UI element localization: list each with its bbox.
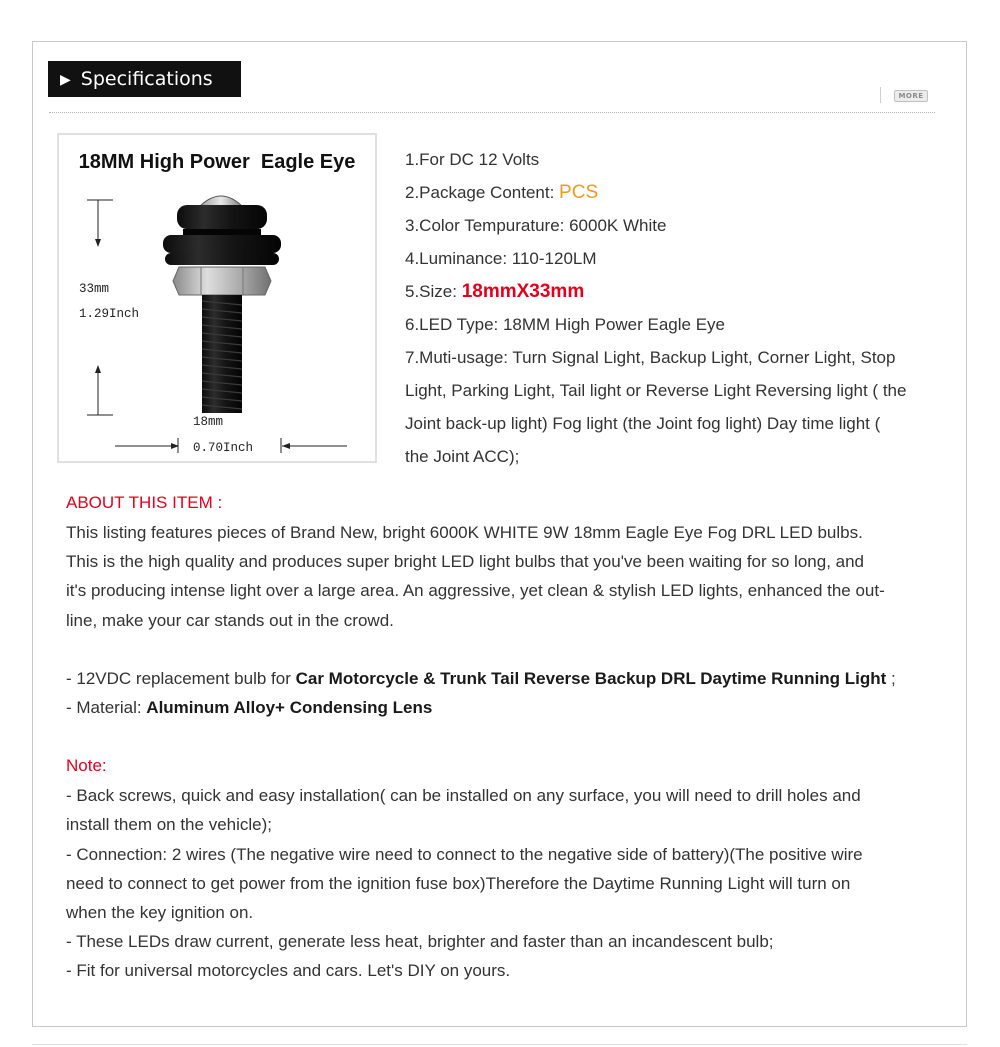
spec-package	[405, 176, 965, 209]
bottom-divider	[32, 1044, 967, 1045]
spec-led-type: 6.LED Type: 18MM High Power Eagle Eye	[405, 315, 726, 334]
specs-list	[405, 143, 965, 473]
eagle-eye-bolt	[163, 196, 281, 413]
about-section	[66, 488, 946, 986]
height-inch-label: 1.29Inch	[79, 307, 140, 321]
spec-package-value: PCS	[559, 182, 599, 203]
about-paragraph-line: it's producing intense light over a large area. An aggressive, yet clean & stylish LED lights, enhanced the out-	[66, 581, 885, 601]
width-mm-label: 18mm	[193, 415, 224, 429]
more-divider	[880, 87, 881, 103]
section-title: Specifications	[80, 68, 213, 90]
bullet-usage-suffix: ;	[886, 668, 896, 688]
about-paragraph-line: This listing features pieces of Brand New, bright 6000K WHITE 9W 18mm Eagle Eye Fog DRL LED bulbs.	[66, 523, 863, 542]
spacer	[66, 722, 946, 751]
note-heading: Note:	[66, 756, 107, 776]
bolt-diagram	[59, 135, 375, 461]
spec-luminance: 4.Luminance: 110-120LM	[405, 249, 597, 268]
about-paragraph-line: line, make your car stands out in the crowd.	[66, 610, 394, 630]
spacer	[66, 635, 946, 664]
note-line: - Fit for universal motorcycles and cars. Let's DIY on yours.	[66, 961, 511, 981]
spec-usage-line: the Joint ACC);	[405, 447, 520, 466]
about-heading: ABOUT THIS ITEM :	[66, 493, 223, 512]
spec-voltage: 1.For DC 12 Volts	[405, 150, 540, 169]
more-button[interactable]: MORE	[894, 90, 928, 102]
spec-package-label: 2.Package Content:	[405, 183, 560, 202]
bullet-material-bold: Aluminum Alloy+ Condensing Lens	[146, 698, 433, 718]
note-line: when the key ignition on.	[66, 903, 254, 923]
note-line: - These LEDs draw current, generate less heat, brighter and faster than an incandescent bulb;	[66, 932, 774, 952]
note-line: - Connection: 2 wires (The negative wire need to connect to the negative side of battery)(The positive wire	[66, 844, 863, 864]
note-line: need to connect to get power from the ignition fuse box)Therefore the Daytime Running Light will turn on	[66, 873, 851, 893]
spec-usage-line: 7.Muti-usage: Turn Signal Light, Backup Light, Corner Light, Stop	[405, 348, 896, 367]
about-bullet-material	[66, 693, 946, 722]
spec-size	[405, 275, 965, 308]
product-figure	[57, 133, 377, 463]
specifications-panel	[32, 41, 967, 1027]
about-paragraph-line: This is the high quality and produces super bright LED light bulbs that you've been waiting for so long, and	[66, 552, 865, 572]
bullet-usage-prefix: - 12VDC replacement bulb for	[66, 668, 296, 688]
header-divider	[49, 112, 935, 113]
width-inch-label: 0.70Inch	[193, 441, 254, 455]
height-mm-label: 33mm	[79, 282, 110, 296]
spec-usage-line: Light, Parking Light, Tail light or Reverse Light Reversing light ( the	[405, 381, 907, 400]
bullet-material-prefix: - Material:	[66, 698, 147, 718]
bullet-usage-bold: Car Motorcycle & Trunk Tail Reverse Backup DRL Daytime Running Light	[295, 668, 887, 688]
spec-usage-line: Joint back-up light) Fog light (the Joint fog light) Day time light (	[405, 414, 881, 433]
spec-color-temperature: 3.Color Tempurature: 6000K White	[405, 216, 667, 235]
about-bullet-usage	[66, 664, 946, 693]
section-header	[48, 61, 241, 97]
spec-size-value: 18mmX33mm	[461, 281, 585, 302]
note-line: - Back screws, quick and easy installation( can be installed on any surface, you will need to drill holes and	[66, 786, 861, 806]
note-line: install them on the vehicle);	[66, 815, 272, 835]
spec-size-label: 5.Size:	[405, 282, 462, 301]
figure-title: 18MM High Power Eagle Eye	[78, 151, 356, 173]
play-triangle-icon: ▶	[60, 72, 71, 88]
